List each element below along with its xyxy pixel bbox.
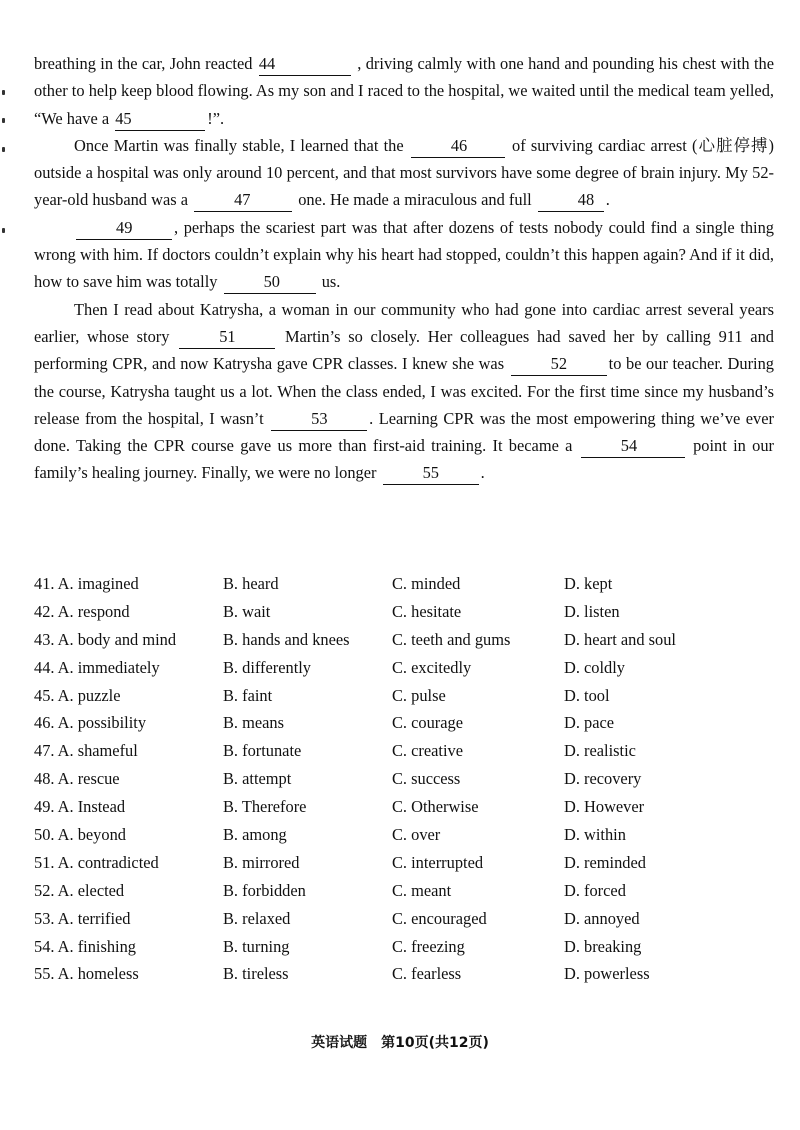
text: one. He made a miraculous and full [298,190,532,210]
option-d: D. recovery [564,769,642,789]
option-b: B. Therefore [223,797,307,817]
option-c: C. over [392,824,441,844]
option-row [34,877,774,905]
option-d: D. listen [564,601,620,621]
blank-50: 50 [224,272,316,294]
option-d: D. reminded [564,852,646,872]
option-a: 51. A. contradicted [34,852,159,872]
margin-mark [2,228,5,233]
option-row [34,570,774,598]
blank-54: 54 [581,436,685,458]
option-b: B. differently [223,657,312,677]
answer-options [34,570,774,988]
option-c: C. encouraged [392,908,487,928]
option-d: D. coldly [564,657,626,677]
text: point in our family’s healing journey. Finally, we were no longer [34,436,774,483]
option-a: 46. A. possibility [34,713,147,733]
option-d: D. forced [564,880,626,900]
option-d: D. within [564,824,626,844]
option-a: 53. A. terrified [34,908,131,928]
option-d: D. powerless [564,964,650,984]
option-b: B. turning [223,936,290,956]
text: us. [321,272,341,292]
option-c: C. minded [392,573,461,593]
option-d: D. heart and soul [564,629,676,649]
blank-45: 45 [115,109,205,131]
text: , perhaps the scariest part was that after dozens of tests nobody could find a single thing wrong with him. If doctors couldn’t explain why his heart had stopped, couldn’t this happen again? And if it did, how to save him was totally [34,217,774,292]
paragraph-1 [34,50,774,132]
option-a: 55. A. homeless [34,964,139,984]
blank-55: 55 [383,463,479,485]
option-row [34,737,774,765]
text: breathing in the car, John reacted [34,54,253,73]
option-c: C. courage [392,713,463,733]
option-a: 44. A. immediately [34,657,160,677]
option-d: D. However [564,797,645,817]
option-b: B. mirrored [223,852,300,872]
option-b: B. wait [223,601,271,621]
text: Then I read about Katrysha, a woman in our community who had gone into cardiac arrest several years earlier, whose story [34,299,774,346]
text: , driving calmly with one hand and pounding his chest with the other to help keep blood flowing. As my son and I raced to the hospital, we waited until the medical team yelled, “We have a [34,54,774,128]
option-b: B. hands and knees [223,629,350,649]
option-b: B. among [223,824,287,844]
option-a: 45. A. puzzle [34,685,121,705]
option-b: B. heard [223,573,279,593]
margin-mark [2,147,5,152]
option-d: D. realistic [564,741,636,761]
paragraph-3 [34,214,774,296]
option-c: C. freezing [392,936,465,956]
option-d: D. pace [564,713,615,733]
blank-48: 48 [538,190,604,212]
option-row [34,598,774,626]
page-footer: 英语试题 第10页(共12页) [311,1035,489,1051]
option-b: B. attempt [223,769,292,789]
text: . Learning CPR was the most empowering thing we’ve ever done. Taking the CPR course gave us more than first-aid training. It became a [34,408,774,456]
option-a: 50. A. beyond [34,824,126,844]
blank-52: 52 [511,354,607,376]
option-c: C. success [392,769,461,789]
option-row [34,849,774,877]
option-d: D. breaking [564,936,642,956]
text: Once Martin was finally stable, I learned that the [74,135,404,155]
option-row [34,654,774,682]
cloze-passage [34,50,774,487]
option-c: C. Otherwise [392,797,479,817]
blank-46: 46 [411,136,505,158]
option-b: B. faint [223,685,273,705]
option-c: C. interrupted [392,852,484,872]
paragraph-2 [34,132,774,214]
option-d: D. annoyed [564,908,640,928]
option-row [34,821,774,849]
margin-mark [2,90,5,95]
option-a: 52. A. elected [34,880,125,900]
blank-51: 51 [179,327,275,349]
option-b: B. tireless [223,964,289,984]
option-row [34,793,774,821]
option-a: 54. A. finishing [34,936,136,956]
option-c: C. creative [392,741,463,761]
option-b: B. means [223,713,285,733]
blank-44: 44 [259,54,351,76]
option-b: B. forbidden [223,880,306,900]
option-row [34,905,774,933]
text: to be our teacher. During the course, Katrysha taught us a lot. When the class ended, I was excited. For the first time since my husband’s release from the hospital, I wasn’t [34,354,774,428]
option-a: 42. A. respond [34,601,130,621]
paragraph-4 [34,296,774,487]
margin-mark [2,118,5,123]
option-d: D. tool [564,685,610,705]
option-d: D. kept [564,573,613,593]
text: Martin’s so closely. Her colleagues had saved her by calling 911 and performing CPR, and now Katrysha gave CPR classes. I knew she was [34,326,774,374]
option-row [34,709,774,737]
option-a: 49. A. Instead [34,797,126,817]
option-c: C. pulse [392,685,446,705]
option-c: C. teeth and gums [392,629,511,649]
blank-49: 49 [76,218,172,240]
option-b: B. fortunate [223,741,302,761]
option-b: B. relaxed [223,908,291,928]
option-row [34,626,774,654]
option-c: C. excitedly [392,657,472,677]
text: . [605,190,610,210]
option-row [34,682,774,710]
option-a: 48. A. rescue [34,769,120,789]
option-a: 47. A. shameful [34,741,138,761]
option-row [34,765,774,793]
option-a: 41. A. imagined [34,573,139,593]
text: !”. [207,108,225,128]
blank-47: 47 [194,190,292,212]
option-row [34,933,774,961]
option-c: C. fearless [392,964,462,984]
text: . [480,463,485,483]
option-c: C. hesitate [392,601,462,621]
blank-53: 53 [271,409,367,431]
text: of surviving cardiac arrest (心脏停搏) outside a hospital was only around 10 percent, and that most survivors have some degree of brain injury. My 52-year-old husband was a [34,135,774,210]
option-c: C. meant [392,880,452,900]
option-row [34,960,774,988]
option-a: 43. A. body and mind [34,629,177,649]
